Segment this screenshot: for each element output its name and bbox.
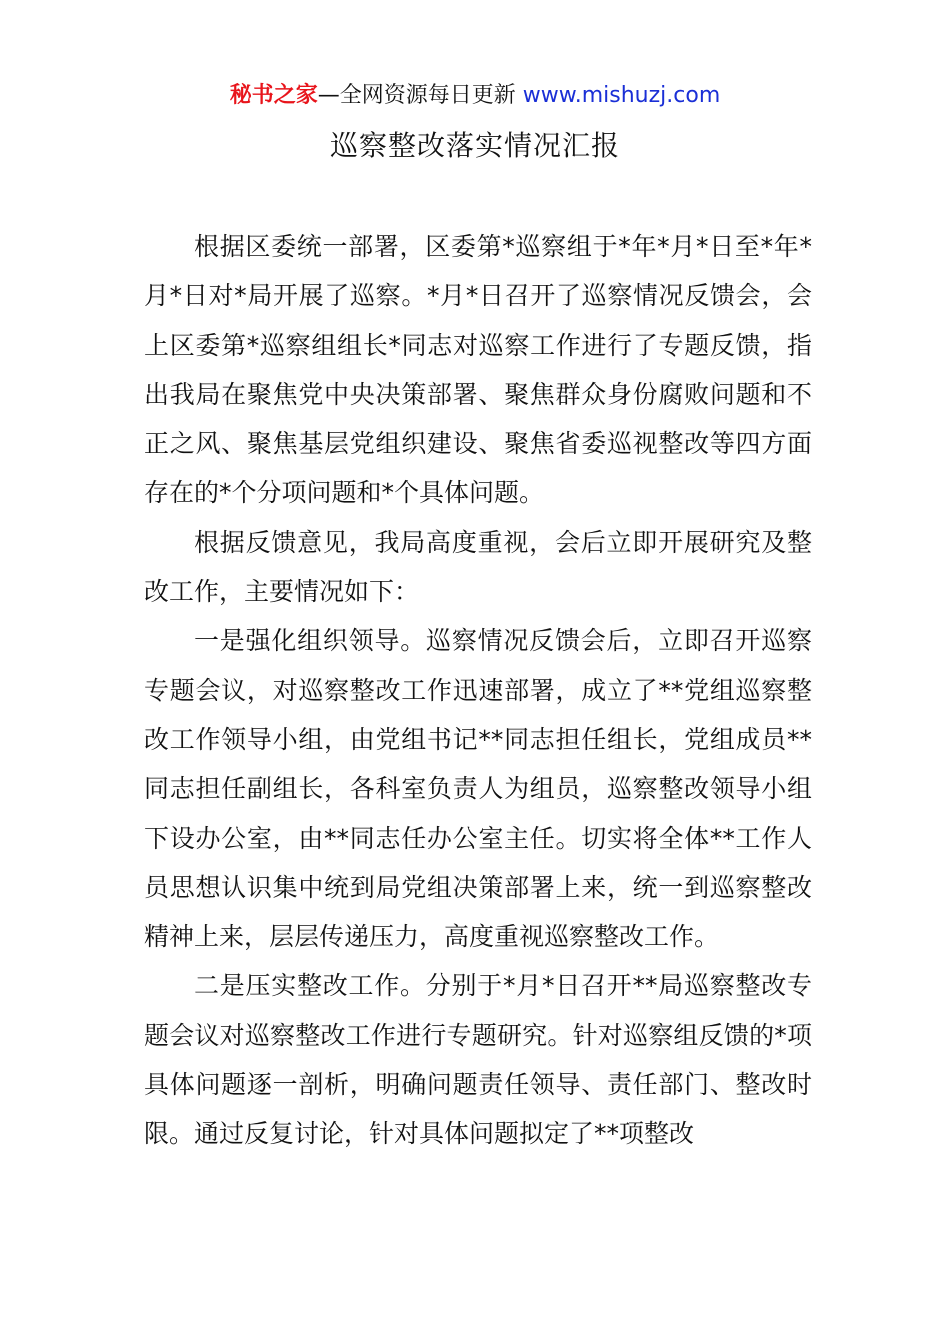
document-title: 巡察整改落实情况汇报 [329,129,620,162]
document-body [144,222,812,1159]
brand-name: 秘书之家 [229,83,318,108]
site-tagline: —全网资源每日更新 [317,83,523,108]
site-url-link[interactable]: www.mishuzj.com [522,83,721,108]
paragraph-organization: 一是强化组织领导。巡察情况反馈会后，立即召开巡察专题会议，对巡察整改工作迅速部署，成立了**党组巡察整改工作领导小组，由党组书记**同志担任组长，党组成员**同志担任副组长，各科室负责人为组员，巡察整改领导小组下设办公室，由**同志任办公室主任。切实将全体**工作人员思想认识集中统到局党组决策部署上来，统一到巡察整改精神上来，层层传递压力，高度重视巡察整改工作。 [144,626,812,952]
paragraph-rectification: 二是压实整改工作。分别于*月*日召开**局巡察整改专题会议对巡察整改工作进行专题研究。针对巡察组反馈的*项具体问题逐一剖析，明确问题责任领导、责任部门、整改时限。通过反复讨论，针对具体问题拟定了**项整改 [144,971,812,1149]
paragraph-intro: 根据区委统一部署，区委第*巡察组于*年*月*日至*年*月*日对*局开展了巡察。*月*日召开了巡察情况反馈会，会上区委第*巡察组组长*同志对巡察工作进行了专题反馈，指出我局在聚焦党中央决策部署、聚焦群众身份腐败问题和不正之风、聚焦基层党组织建设、聚焦省委巡视整改等四方面存在的*个分项问题和*个具体问题。 [144,232,812,508]
paragraph-response: 根据反馈意见，我局高度重视，会后立即开展研究及整改工作，主要情况如下： [144,527,812,607]
site-header [0,80,950,112]
